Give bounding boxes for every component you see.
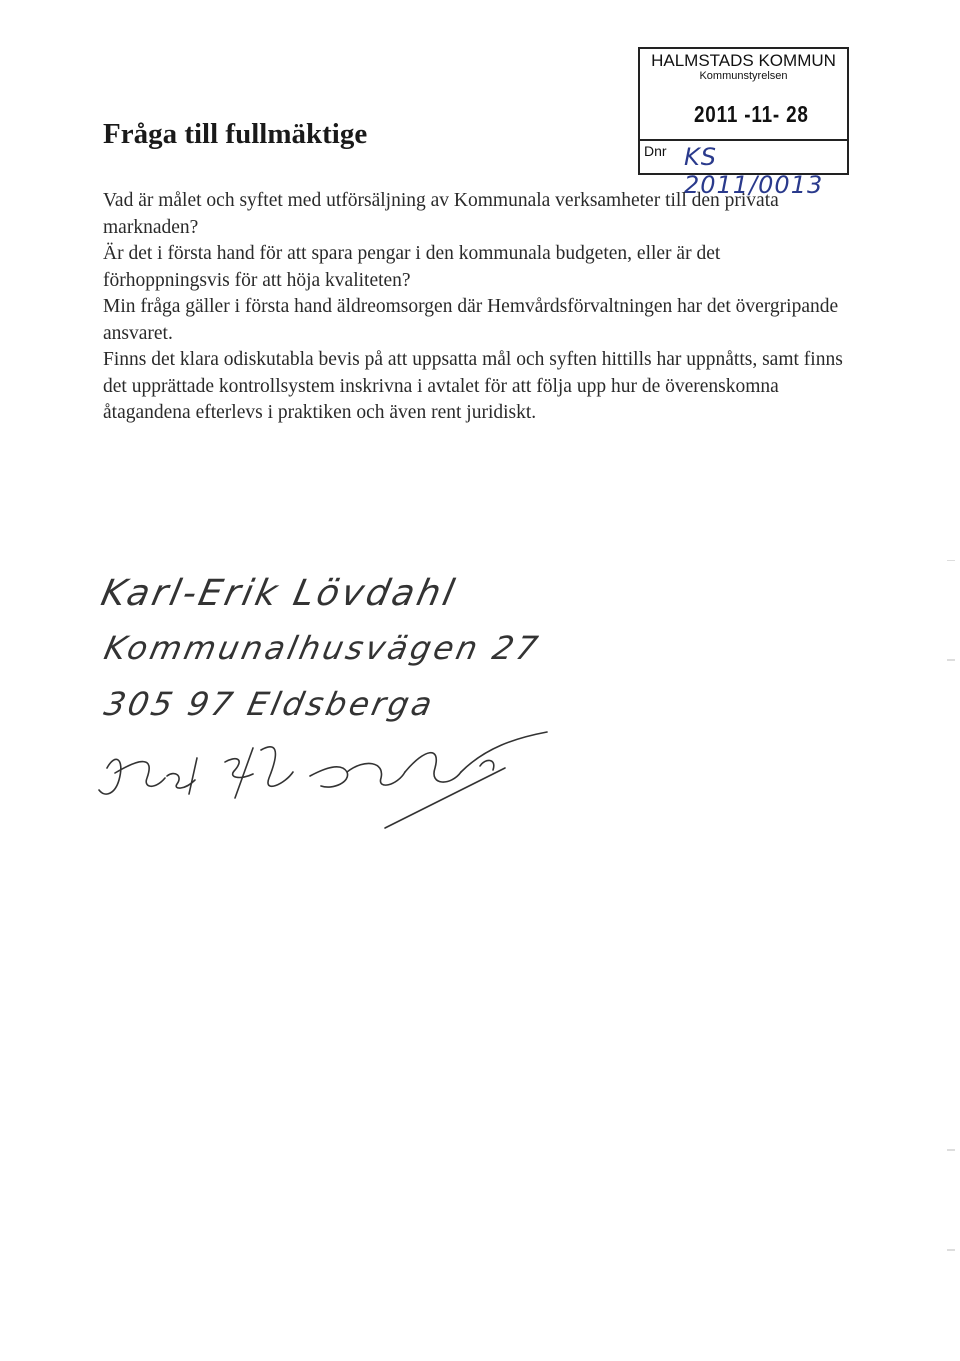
stamp-date: 2011 -11- 28 — [694, 101, 809, 127]
paragraph-budget: Är det i första hand för att spara pengar i den kommunala budgeten, eller är det förhoppningsvis för att höja kvaliteten? — [103, 243, 721, 291]
stamp-dnr-value: KS 2011/0013 — [684, 143, 824, 199]
stamp-dnr-label: Dnr — [644, 143, 667, 159]
handwritten-street: Kommunalhusvägen 27 — [100, 629, 544, 667]
registration-stamp — [638, 47, 849, 199]
stamp-divider — [640, 139, 847, 141]
handwritten-city: 305 97 Eldsberga — [100, 685, 439, 723]
paragraph-purpose: Vad är målet och syftet med utförsäljning av Kommunala verksamheter till den privata marknaden? — [103, 190, 779, 238]
paragraph-elderly-care: Min fråga gäller i första hand äldreomsorgen där Hemvårdsförvaltningen har det övergripande ansvaret. — [103, 296, 839, 344]
document-title: Fråga till fullmäktige — [103, 118, 368, 150]
paragraph-evidence: Finns det klara odiskutabla bevis på att uppsatta mål och syften hittills har uppnåtts, samt finns det upprättade kontrollsystem inskrivna i avtalet för att följa upp hur de överenskomna åtagandena efterlevs i praktiken och även rent juridiskt. — [103, 349, 843, 423]
handwritten-name: Karl-Erik Lövdahl — [97, 573, 461, 614]
question-body — [103, 188, 843, 427]
stamp-organization: HALMSTADS KOMMUN — [651, 51, 836, 70]
stamp-department: Kommunstyrelsen — [699, 70, 788, 82]
signature — [85, 728, 565, 838]
edge-scan-marks — [945, 560, 957, 1260]
